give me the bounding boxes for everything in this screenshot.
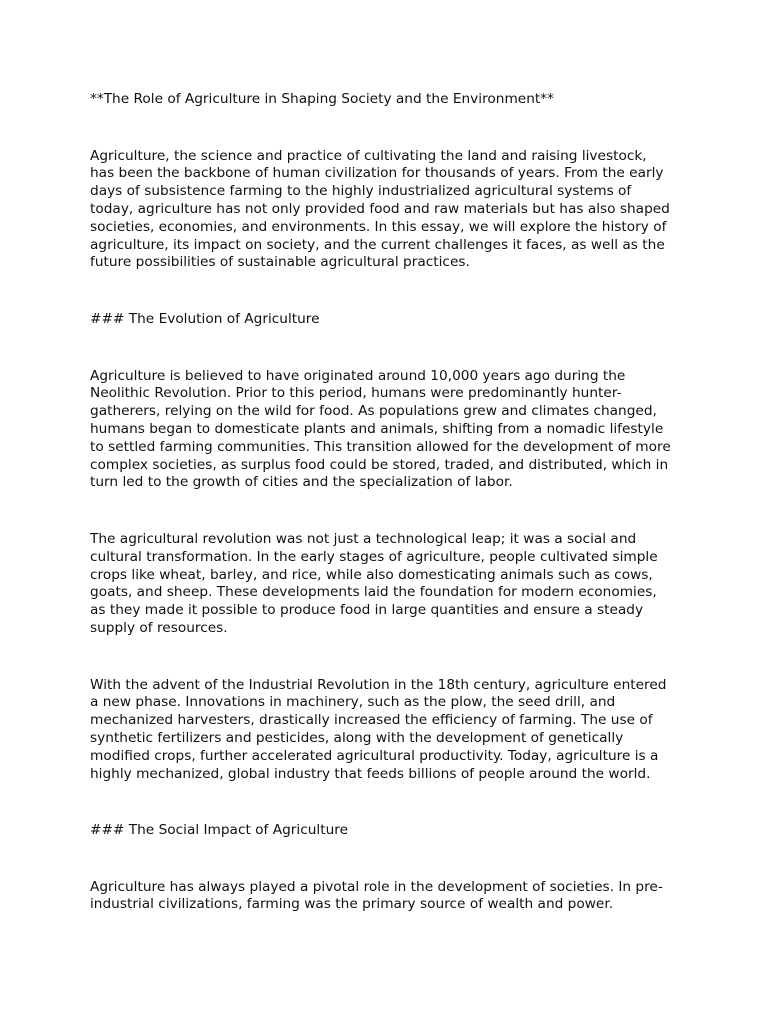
text-line: societies, economies, and environments. In this essay, we will explore the history of — [90, 218, 667, 235]
text-line: Agriculture has always played a pivotal role in the development of societies. In pre- — [90, 878, 663, 895]
text-line: Agriculture, the science and practice of cultivating the land and raising livestock, — [90, 147, 647, 164]
text-line: mechanized harvesters, drastically increased the efficiency of farming. The use of — [90, 712, 653, 729]
heading-line: ### The Evolution of Agriculture — [90, 310, 320, 327]
intro-paragraph — [90, 148, 768, 273]
text-line: Agriculture is believed to have originated around 10,000 years ago during the — [90, 367, 626, 384]
text-line: supply of resources. — [90, 619, 228, 636]
text-line: future possibilities of sustainable agricultural practices. — [90, 254, 470, 271]
section-heading-evolution — [90, 311, 768, 329]
text-line: today, agriculture has not only provided food and raw materials but has also shaped — [90, 200, 670, 217]
title-line: **The Role of Agriculture in Shaping Society and the Environment** — [90, 91, 554, 107]
text-line: days of subsistence farming to the highly industrialized agricultural systems of — [90, 183, 632, 200]
text-line: gatherers, relying on the wild for food. As populations grew and climates changed, — [90, 403, 657, 420]
paragraph — [90, 531, 768, 638]
paragraph — [90, 879, 768, 915]
paragraph — [90, 368, 768, 493]
text-line: to settled farming communities. This transition allowed for the development of more — [90, 438, 671, 455]
text-line: agriculture, its impact on society, and the current challenges it faces, as well as the — [90, 236, 665, 253]
paragraph — [90, 677, 768, 784]
text-line: highly mechanized, global industry that feeds billions of people around the world. — [90, 765, 651, 782]
text-line: Neolithic Revolution. Prior to this period, humans were predominantly hunter- — [90, 385, 622, 402]
text-line: goats, and sheep. These developments laid the foundation for modern economies, — [90, 584, 657, 601]
document-title — [90, 91, 768, 109]
text-line: as they made it possible to produce food in large quantities and ensure a steady — [90, 602, 644, 619]
text-line: With the advent of the Industrial Revolution in the 18th century, agriculture entered — [90, 676, 667, 693]
text-line: modified crops, further accelerated agricultural productivity. Today, agriculture is a — [90, 747, 659, 764]
text-line: a new phase. Innovations in machinery, such as the plow, the seed drill, and — [90, 694, 616, 711]
text-line: The agricultural revolution was not just a technological leap; it was a social and — [90, 530, 637, 547]
text-line: complex societies, as surplus food could be stored, traded, and distributed, which in — [90, 456, 669, 473]
text-line: industrial civilizations, farming was the primary source of wealth and power. — [90, 896, 614, 913]
text-line: cultural transformation. In the early stages of agriculture, people cultivated simple — [90, 548, 658, 565]
text-line: crops like wheat, barley, and rice, while also domesticating animals such as cows, — [90, 566, 653, 583]
text-line: humans began to domesticate plants and animals, shifting from a nomadic lifestyle — [90, 420, 664, 437]
text-line: synthetic fertilizers and pesticides, along with the development of genetically — [90, 729, 624, 746]
section-heading-social-impact — [90, 822, 768, 840]
text-line: turn led to the growth of cities and the specialization of labor. — [90, 474, 513, 491]
heading-line: ### The Social Impact of Agriculture — [90, 822, 349, 839]
text-line: has been the backbone of human civilization for thousands of years. From the early — [90, 165, 664, 182]
